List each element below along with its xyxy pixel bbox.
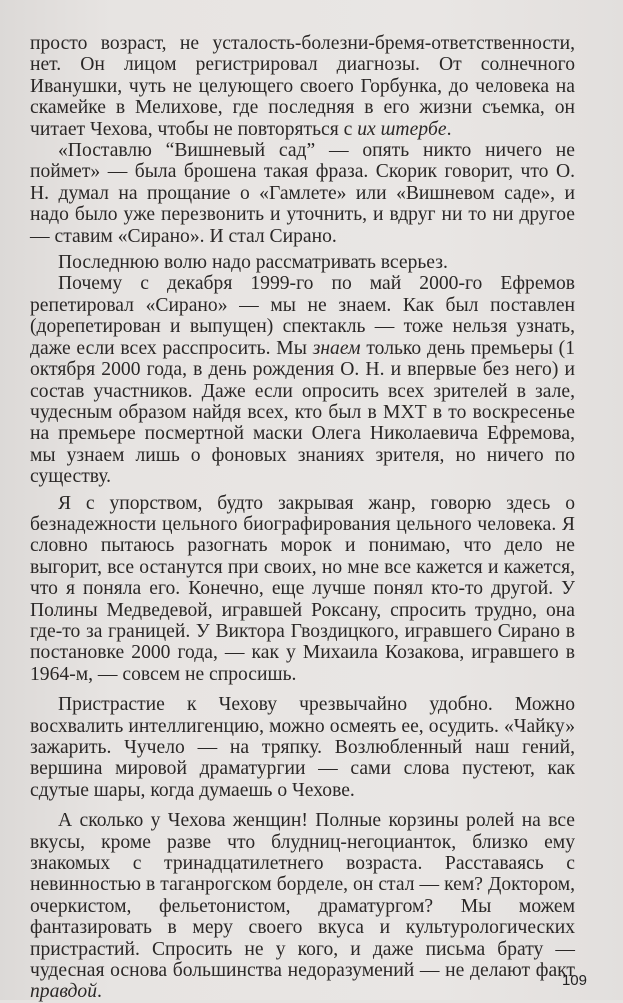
paragraph-4: Почему с декабря 1999-го по май 2000-го Ефремов репетировал «Сирано» — мы не знаем. Как был поставлен (дорепетирован и выпущен) спектакль — тоже нельзя узнать, даже если всех расспросить. Мы знаем только день премьеры (1 октября 2000 года, в день рождения О. Н. и впервые без него) и состав участников. Даже если опросить всех зрителей в зале, чудесным образом найдя всех, кто был в МХТ в то воскресенье на премьере посмертной маски Олега Николаевича Ефремова, мы узнаем лишь о фоновых знаниях зрителя, но ничего по существу. — [30, 273, 575, 488]
paragraph-7: А сколько у Чехова женщин! Полные корзины ролей на все вкусы, кроме разве что блудниц-негоцианток, близко ему знакомых с тринадцатилетнего возраста. Расставаясь с невинностью в таганрогском борделе, он стал — кем? Доктором, очеркистом, фельетонистом, драматургом? Мы можем фантазировать в меру своего вкуса и культурологических пристрастий. Спросить не у кого, и даже письма брату — чудесная основа большинства недоразумений — не делают факт правдой. — [30, 810, 575, 1003]
paragraph-2: «Поставлю “Вишневый сад” — опять никто ничего не поймет» — была брошена такая фраза. Скорик говорит, что О. Н. думал на прощание о «Гамлете» или «Вишневом саде», и надо было уже перезвонить и уточнить, и вдруг ни то ни другое — ставим «Сирано». И стал Сирано. — [30, 140, 575, 247]
paragraph-1: просто возраст, не усталость-болезни-бремя-ответственности, нет. Он лицом регистрировал диагнозы. От солнечного Иванушки, чуть не целующего своего Горбунка, до человека на скамейке в Мелихове, где последняя в его жизни съемка, он читает Чехова, чтобы не повторяться с их штербе. — [30, 33, 575, 140]
italic-emphasis: знаем — [312, 337, 361, 359]
page-number: 109 — [561, 972, 587, 989]
paragraph-5: Я с упорством, будто закрывая жанр, говорю здесь о безнадежности цельного биографирования цельного человека. Я словно пытаюсь разогнать морок и понимаю, что дело не выгорит, все останутся при своих, но мне все кажется и кажется, что я поняла его. Конечно, еще лучше понял кто-то другой. У Полины Медведевой, игравшей Роксану, спросить трудно, она где-то за границей. У Виктора Гвоздицкого, игравшего Сирано в постановке 2000 года, — как у Михаила Козакова, игравшего в 1964-м, — совсем не спросишь. — [30, 492, 575, 685]
paragraph-3: Последнюю волю надо рассматривать всерьез. — [58, 252, 448, 274]
italic-emphasis: правдой — [30, 981, 98, 1003]
body-text — [30, 33, 575, 1003]
italic-emphasis: их штербе — [357, 118, 447, 140]
paragraph-6: Пристрастие к Чехову чрезвычайно удобно. Можно восхвалить интеллигенцию, можно осмеять ее, осудить. «Чайку» зажарить. Чучело — на тряпку. Возлюбленный наш гений, вершина мировой драматургии — сами слова пустеют, как сдутые шары, когда думаешь о Чехове. — [30, 694, 575, 801]
